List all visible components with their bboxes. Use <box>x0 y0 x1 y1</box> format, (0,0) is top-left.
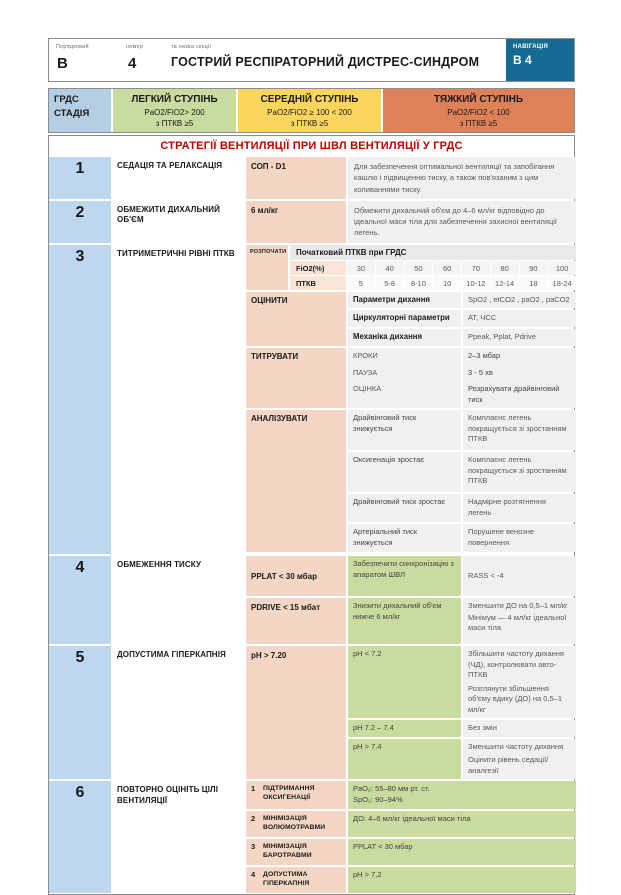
assess-pair <box>348 310 576 327</box>
goal-cell <box>246 781 346 809</box>
row-label: ТИТРИМЕТРИЧНІ РІВНІ ПТКВ <box>113 245 244 555</box>
row-number: 1 <box>49 157 111 199</box>
goal-number: 3 <box>251 842 256 852</box>
page-header <box>48 38 575 82</box>
stage-header-row <box>48 88 575 133</box>
table-row <box>49 157 574 199</box>
analyze-pair <box>348 524 576 552</box>
stage-severe-peep: з ПТКВ ≥5 <box>459 119 498 128</box>
ph-condition: pH < 7.2 <box>348 646 461 718</box>
table-row <box>49 201 574 243</box>
fio2-value: 50 <box>405 261 433 275</box>
goal-cell <box>246 867 346 893</box>
table-row <box>49 556 574 644</box>
titrate-step-label: ПАУЗА <box>348 365 461 382</box>
fio2-value: 60 <box>433 261 461 275</box>
fio2-value: 30 <box>347 261 375 275</box>
pressure-action: Знизити дихальний об'єм нижче 6 мл/кг <box>348 598 461 644</box>
pressure-note-group <box>463 598 576 644</box>
assess-item-label: Параметри дихання <box>348 292 461 309</box>
ph-condition: pH > 7.4 <box>348 739 461 780</box>
goal-target: pH > 7,2 <box>348 867 576 893</box>
analyze-result: Порушене венозне повернення <box>463 524 576 552</box>
stage-mild-criteria: PaO2/FiO2> 200 <box>144 107 205 117</box>
goal-target-2: SpO₂: 90–94% <box>353 794 403 804</box>
ph-action: Без змін <box>463 720 576 737</box>
titrate-step-label: ОЦІНКА <box>348 381 461 408</box>
analyze-label: АНАЛІЗУВАТИ <box>246 410 346 552</box>
stage-moderate-criteria: PaO2/FiO2 ≥ 100 < 200 <box>267 107 352 117</box>
ph-subrows <box>348 646 576 779</box>
peep-table-title: Початковий ПТКВ при ГРДС <box>290 245 576 260</box>
stage-moderate-title: СЕРЕДНІЙ СТУПІНЬ <box>260 94 359 105</box>
row-value: СОП - D1 <box>246 157 346 199</box>
goal-target: PPLAT < 30 мбар <box>348 839 576 865</box>
titrate-pair <box>348 381 576 408</box>
ptkv-value: 5 <box>347 276 375 290</box>
pressure-subrow <box>246 598 576 644</box>
stage-header-line1: ГРДС <box>54 94 79 105</box>
ph-condition: pH 7.2 – 7.4 <box>348 720 461 737</box>
goal-subrow <box>246 867 576 893</box>
titrate-step-value: 2–3 мбар <box>463 348 576 365</box>
stage-severe <box>383 89 574 132</box>
row-description: Для забезпечення оптимальної вентиляції та запобігання кашлю і підвищенню тиску, а також пов'язаним з цим коливаннями тиску. <box>348 157 576 199</box>
fio2-value: 90 <box>520 261 548 275</box>
stage-column-header <box>49 89 111 132</box>
peep-start-section <box>246 245 576 290</box>
section-number: 4 <box>128 55 137 72</box>
goal-number: 4 <box>251 870 256 880</box>
stage-header-line2: СТАДІЯ <box>54 108 90 120</box>
goal-target: ДО: 4–6 мл/кг ідеальної маси тіла <box>348 811 576 837</box>
ph-pair <box>348 739 576 780</box>
goal-label: МІНІМІЗАЦІЯ БАРОТРАВМИ <box>263 843 312 860</box>
ptkv-label: ПТКВ <box>290 276 346 290</box>
ph-action: Збільшити частоту дихання (ЧД), контролювати авто-ПТКВ <box>468 649 564 680</box>
fio2-value: 70 <box>462 261 490 275</box>
ptkv-value: 5-8 <box>376 276 404 290</box>
peep-table-grid <box>290 261 576 290</box>
stage-moderate-peep: з ПТКВ ≥5 <box>290 119 329 128</box>
fio2-value: 80 <box>491 261 519 275</box>
stage-severe-title: ТЯЖКИЙ СТУПІНЬ <box>433 94 524 105</box>
goal-target-group <box>348 781 576 809</box>
assess-pairs <box>348 292 576 347</box>
goal-number: 2 <box>251 814 256 824</box>
start-label: РОЗПОЧАТИ <box>246 245 288 290</box>
titrate-pair <box>348 348 576 365</box>
analyze-result: Комплаєнс легень покращується зі зростанням ПТКВ <box>463 410 576 450</box>
goal-label: ПІДТРИМАННЯ ОКСИГЕНАЦІЇ <box>263 785 315 802</box>
pressure-action: Забезпечити синхронізацію з апаратом ШВЛ <box>348 556 461 596</box>
ptkv-value: 18 <box>520 276 548 290</box>
titrate-label: ТИТРУВАТИ <box>246 348 346 408</box>
ph-action-group <box>463 739 576 780</box>
ph-action-2: Розглянути збільшення об'єму вдиху (ДО) на 0,5–1 мл/кг <box>468 683 563 714</box>
goal-cell <box>246 811 346 837</box>
row5-body <box>246 646 576 779</box>
fio2-value: 100 <box>548 261 576 275</box>
table-row <box>49 781 574 893</box>
assess-pair <box>348 329 576 346</box>
goal-target: PaO₂: 55–80 мм рт. ст. <box>353 784 430 794</box>
assess-label: ОЦІНИТИ <box>246 292 346 347</box>
titrate-step-value: 3 - 5 хв <box>463 365 576 382</box>
analyze-pair <box>348 410 576 450</box>
ptkv-value: 18-24 <box>548 276 576 290</box>
stage-mild-title: ЛЕГКИЙ СТУПІНЬ <box>131 94 218 105</box>
ph-action-group <box>463 646 576 718</box>
row-value: 6 мл/кг <box>246 201 346 243</box>
assess-item-value: АТ, ЧСС <box>463 310 576 327</box>
assess-pair <box>348 292 576 309</box>
pressure-subrow <box>246 556 576 596</box>
stage-severe-criteria: PaO2/FiO2 < 100 <box>447 107 510 117</box>
goal-subrow <box>246 839 576 865</box>
table-row <box>49 646 574 779</box>
assess-item-value: SpO2 , etCO2 , paO2 , paCO2 <box>463 292 576 309</box>
goal-subrow <box>246 781 576 809</box>
row-label: ДОПУСТИМА ГІПЕРКАПНІЯ <box>113 646 244 779</box>
analyze-condition: Оксигенація зростає <box>348 452 461 492</box>
navigation-code: В 4 <box>513 53 532 67</box>
goal-label: МІНІМІЗАЦІЯ ВОЛЮМОТРАВМИ <box>263 815 326 832</box>
stage-moderate <box>238 89 381 132</box>
analyze-result: Комплаєнс легень покращується зі зростанням ПТКВ <box>463 452 576 492</box>
goal-cell <box>246 839 346 865</box>
titrate-step-value: Розрахувати драйвінговий тиск <box>463 381 576 408</box>
assess-item-label: Механіка дихання <box>348 329 461 346</box>
pressure-note-2: Мінімум — 4 мл/кг ідеальної маси тіла <box>468 612 567 633</box>
row-number: 2 <box>49 201 111 243</box>
row4-body <box>246 556 576 644</box>
analyze-section <box>246 410 576 552</box>
assess-item-label: Циркуляторні параметри <box>348 310 461 327</box>
page-title: ГОСТРИЙ РЕСПІРАТОРНИЙ ДИСТРЕС-СИНДРОМ <box>171 55 480 69</box>
titrate-step-label: КРОКИ <box>348 348 461 365</box>
number-label: номер <box>126 44 143 50</box>
row-number: 6 <box>49 781 111 893</box>
strategy-title: СТРАТЕГІЇ ВЕНТИЛЯЦІЇ ПРИ ШВЛ ВЕНТИЛЯЦІЇ У ГРДС <box>160 139 463 152</box>
titrate-pairs <box>348 348 576 408</box>
row-number: 3 <box>49 245 111 555</box>
pressure-limit: PDRIVE < 15 мбат <box>246 598 346 644</box>
assess-section <box>246 292 576 347</box>
analyze-condition: Драйвінговий тиск знижується <box>348 410 461 450</box>
goal-subrow <box>246 811 576 837</box>
pressure-limit: PPLAT < 30 мбар <box>246 556 346 596</box>
ordinal-label: Порядковий <box>56 44 89 50</box>
fio2-label: FiO2(%) <box>290 261 346 275</box>
row-number: 5 <box>49 646 111 779</box>
strategy-title-row <box>49 136 574 155</box>
ph-action: Зменшити частоту дихання <box>468 741 564 751</box>
ptkv-value: 8-10 <box>405 276 433 290</box>
table-row <box>49 245 574 555</box>
analyze-pairs <box>348 410 576 552</box>
goal-label: ДОПУСТИМА ГІПЕРКАПНІЯ <box>263 871 310 888</box>
ph-pair <box>348 646 576 718</box>
peep-table <box>290 245 576 290</box>
titrate-pair <box>348 365 576 382</box>
row-label: СЕДАЦІЯ ТА РЕЛАКСАЦІЯ <box>113 157 244 199</box>
goal-number: 1 <box>251 784 256 794</box>
fio2-value: 40 <box>376 261 404 275</box>
stage-mild-peep: з ПТКВ ≥5 <box>155 119 194 128</box>
stage-mild <box>113 89 236 132</box>
ph-action-2: Оцінити рівень седації/ аналгезії <box>468 755 549 775</box>
ph-threshold: pH > 7.20 <box>246 646 346 779</box>
row-label: ОБМЕЖИТИ ДИХАЛЬНИЙ ОБ'ЄМ <box>113 201 244 243</box>
row-label: ОБМЕЖЕННЯ ТИСКУ <box>113 556 244 644</box>
pressure-note: Зменшити ДО на 0,5–1 мл/кг <box>468 601 568 611</box>
pressure-note: RASS < -4 <box>463 556 576 596</box>
navigation-label: НАВІГАЦІЯ <box>513 44 549 50</box>
row6-body <box>246 781 576 893</box>
analyze-condition: Артеріальний тиск знижується <box>348 524 461 552</box>
row-label: ПОВТОРНО ОЦІНІТЬ ЦІЛІ ВЕНТИЛЯЦІЇ <box>113 781 244 893</box>
row-description: Обмежити дихальний об'єм до 4–6 мл/кг відповідно до ідеальної маси тіла для забезпечення захисної вентиляції легень. <box>348 201 576 243</box>
navigation-badge <box>506 39 574 81</box>
analyze-pair <box>348 452 576 492</box>
assess-item-value: Ppeak, Pplat, Pdrive <box>463 329 576 346</box>
analyze-pair <box>348 494 576 522</box>
titrate-section <box>246 348 576 408</box>
ptkv-value: 10 <box>433 276 461 290</box>
row-number: 4 <box>49 556 111 644</box>
row3-body <box>246 245 576 555</box>
ptkv-value: 10-12 <box>462 276 490 290</box>
ph-pair <box>348 720 576 737</box>
protocol-page <box>48 38 575 895</box>
analyze-condition: Драйвінговий тиск зростає <box>348 494 461 522</box>
ph-pairs <box>348 646 576 779</box>
protocol-table <box>48 135 575 895</box>
section-letter: В <box>57 55 68 72</box>
analyze-result: Надмірне розтягнення легень <box>463 494 576 522</box>
section-name-label: та назва секції <box>171 44 212 50</box>
ptkv-value: 12-14 <box>491 276 519 290</box>
